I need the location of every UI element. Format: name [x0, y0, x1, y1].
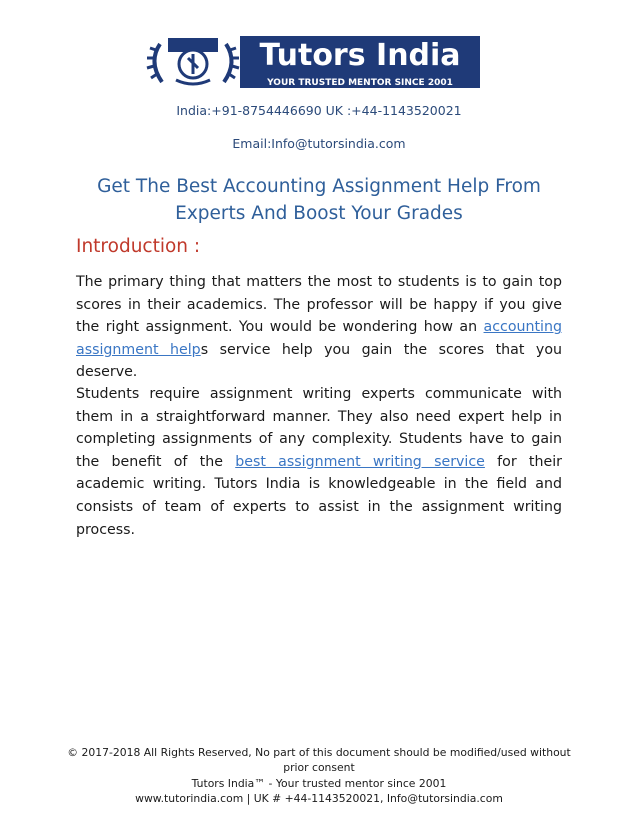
- accounting-assignment-help-link[interactable]: accounting assignment help: [76, 319, 562, 358]
- header-phone-line: India:+91-8754446690 UK :+44-1143520021: [176, 103, 462, 118]
- footer-tagline: Tutors India™ - Your trusted mentor since 2001: [191, 776, 447, 790]
- header-email-line: Email:Info@tutorsindia.com: [232, 136, 406, 151]
- page-title: Get The Best Accounting Assignment Help From Experts And Boost Your Grades: [97, 176, 541, 224]
- best-assignment-writing-service-link[interactable]: best assignment writing service: [235, 453, 485, 470]
- page-footer: [60, 745, 578, 807]
- paragraph-1: [76, 271, 562, 384]
- logo-tagline-text: YOUR TRUSTED MENTOR SINCE 2001: [267, 78, 453, 88]
- paragraph-2-text-a: Students require assignment writing experts communicate with them in a straightforward manner. They also need expert help in completing assignments of any complexity. Students have to gain the benefit of the: [76, 386, 562, 470]
- footer-copyright: © 2017-2018 All Rights Reserved, No part of this document should be modified/used without prior consent: [67, 746, 571, 775]
- laurel-emblem-icon: [147, 38, 239, 84]
- logo-graphic: [146, 34, 482, 90]
- paragraph-2: [76, 383, 562, 541]
- paragraph-2-text-b: for their academic writing. Tutors India is knowledgeable in the field and consists of team of experts to assist in the assignment writing process.: [76, 453, 562, 538]
- footer-contact: www.tutorindia.com | UK # +44-1143520021, Info@tutorsindia.com: [135, 792, 503, 806]
- paragraph-1-text-a: The primary thing that matters the most to students is to gain top scores in their academics. The professor will be happy if you give the right assignment. You would be wondering how an: [76, 274, 562, 336]
- logo-brand-text: Tutors India: [259, 38, 461, 73]
- tutors-india-logo: [146, 34, 482, 90]
- section-heading-introduction: Introduction :: [76, 236, 201, 257]
- paragraph-1-text-b: s service help you gain the scores that you deserve.: [76, 341, 562, 381]
